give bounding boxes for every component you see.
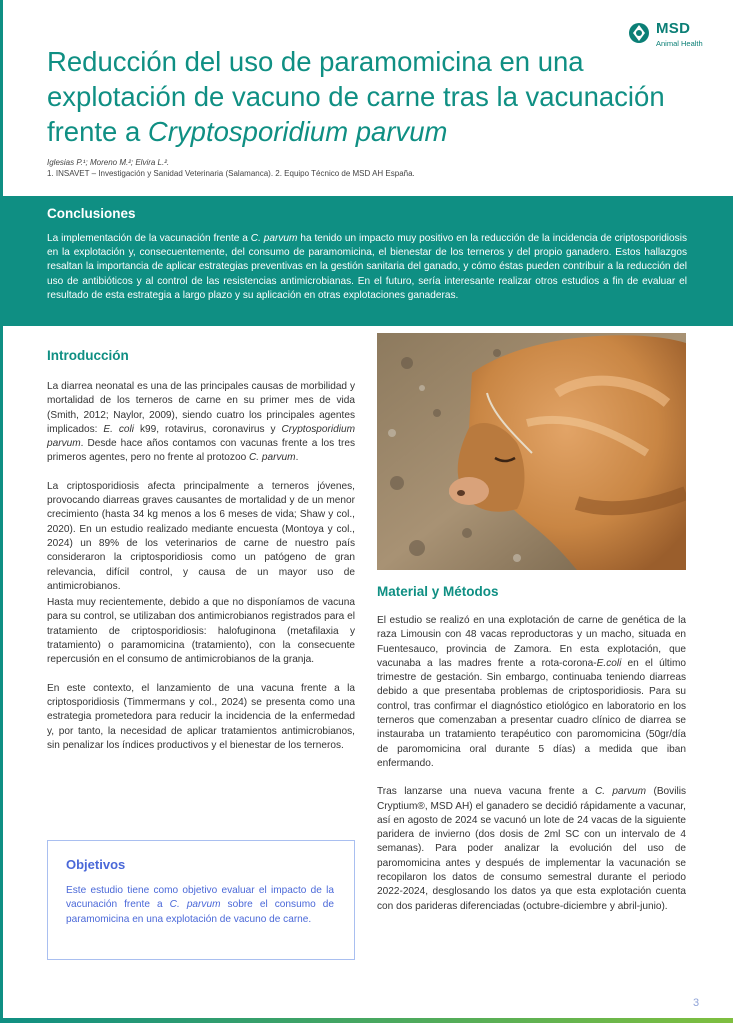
- conclusions-banner: [0, 196, 733, 326]
- calf-photo: [377, 333, 686, 570]
- intro-heading: Introducción: [47, 348, 129, 363]
- intro-paragraph-2: La criptosporidiosis afecta principalmente a terneros jóvenes, provocando diarreas graves causantes de mortalidad y de un menor crecimiento (hasta 34 kg menos a los 6 meses de vida; Shaw y col., 2020). En un estudio realizado mediante encuesta (Montoya y col., 2024) un 89% de los veterinarios de carne de nuestro país consideraron la criptosporidiosis como un patógeno de gran relevancia, difícil control, y causa de un mayor uso de antimicrobianos.: [47, 480, 355, 592]
- brand-name: MSD: [656, 20, 691, 37]
- calf-illustration: [377, 333, 686, 570]
- conclusions-heading: Conclusiones: [47, 206, 136, 221]
- intro-paragraph-1: La diarrea neonatal es una de las principales causas de morbilidad y mortalidad de los terneros de carne en su primer mes de vida (Smith, 2012; Naylor, 2009), siendo cuatro los principales agentes implicados: E. coli k99, rotavirus, coronavirus y Cryptosporidium parvum. Desde hace años contamos con vacunas frente a los tres primeros agentes, pero no frente al protozoo C. parvum.: [47, 381, 355, 464]
- objectives-box: [47, 840, 355, 960]
- intro-column: [47, 380, 355, 767]
- page-title: [47, 44, 697, 149]
- conclusions-text: La implementación de la vacunación frente a C. parvum ha tenido un impacto muy positivo en la reducción de la incidencia de criptosporidiosis en la explotación y, consecuentemente, del consumo de paramomicina, el bienestar de los terneros y del propio ganadero. Estos hallazgos resaltan la importancia de aplicar estrategias preventivas en la gestión sanitaria del ganado, y cómo éstas pueden contribuir a la reducción del uso de antibióticos y al control de las resistencias antimicrobianas. En el futuro, sería interesante realizar otros estudios a fin de evaluar el resultado de esta estrategia a largo plazo y su aplicación en otras explotaciones ganaderas.: [47, 233, 687, 301]
- intro-paragraph-4: En este contexto, el lanzamiento de una vacuna frente a la criptosporidiosis (Timmermans y col., 2024) se presenta como una estrategia prometedora para reducir la incidencia de la enfermedad y, por tanto, la necesidad de aplicar tratamientos antimicrobianos, sin penalizar los índices productivos y el bienestar de los terneros.: [47, 682, 355, 751]
- left-border: [0, 0, 3, 1023]
- methods-paragraph-2: Tras lanzarse una nueva vacuna frente a C. parvum (Bovilis Cryptium®, MSD AH) el ganadero se decidió rápidamente a vacunar, así en agosto de 2024 se vacunó un lote de 24 vacas de la siguiente paridera de invierno (dos dosis de 2ml SC con un intervalo de 4 semanas). Para poder analizar la evolución del uso de paromomicina antes y después de implementar la vacunación se recopilaron los datos de consumo semestral durante el periodo 2022-2024, desglosando los datos ya que esta explotación cuenta con dos parideras diferenciadas (octubre-diciembre y abril-junio).: [377, 786, 686, 912]
- methods-column: [377, 614, 686, 928]
- msd-logo-icon: [628, 22, 650, 44]
- title-species: Cryptosporidium parvum: [147, 116, 448, 147]
- methods-heading: Material y Métodos: [377, 584, 499, 599]
- methods-paragraph-1: El estudio se realizó en una explotación de carne de genética de la raza Limousin con 48 vacas reproductoras y un macho, situada en Fuentesauco, provincia de Zamora. En esta explotación, que vacunaba a las madres frente a rota-corona-E.coli en el último trimestre de gestación. Sin embargo, continuaba teniendo diarreas debido a que presentaba problemas de criptosporidiosis. Para su control, tras confirmar el diagnóstico etiológico en laboratorio en los terneros que comenzaban a presentar cuadro clínico de diarrea se instauraba un tratamiento terapéutico con paromomicina (50gr/día de paromomicina oral durante 5 días) a medida que iban enfermando.: [377, 615, 686, 769]
- authors: Iglesias P.¹; Moreno M.²; Elvira L.².: [47, 158, 170, 167]
- objectives-heading: Objetivos: [66, 857, 126, 872]
- affiliations: 1. INSAVET – Investigación y Sanidad Veterinaria (Salamanca). 2. Equipo Técnico de MSD AH España.: [47, 169, 415, 178]
- bottom-border: [0, 1018, 733, 1023]
- intro-paragraph-3: Hasta muy recientemente, debido a que no disponíamos de vacuna para su control, se utilizaban dos antimicrobianos registrados para el tratamiento de criptosporidiosis: halofuginona (metafilaxia y tratamiento) o paramomicina (tratamiento), con la consecuente repercusión en el consumo de antimicrobianos de la granja.: [47, 597, 355, 666]
- title-main: Reducción del uso de paramomicina en una explotación de vacuno de carne tras la vacunación frente a: [47, 46, 665, 147]
- objectives-text: Este estudio tiene como objetivo evaluar el impacto de la vacunación frente a C. parvum sobre el consumo de paramomicina en una explotación de vacuno de carne.: [66, 885, 334, 925]
- page-number: 3: [693, 997, 700, 1009]
- brand-subtitle: Animal Health: [656, 39, 703, 48]
